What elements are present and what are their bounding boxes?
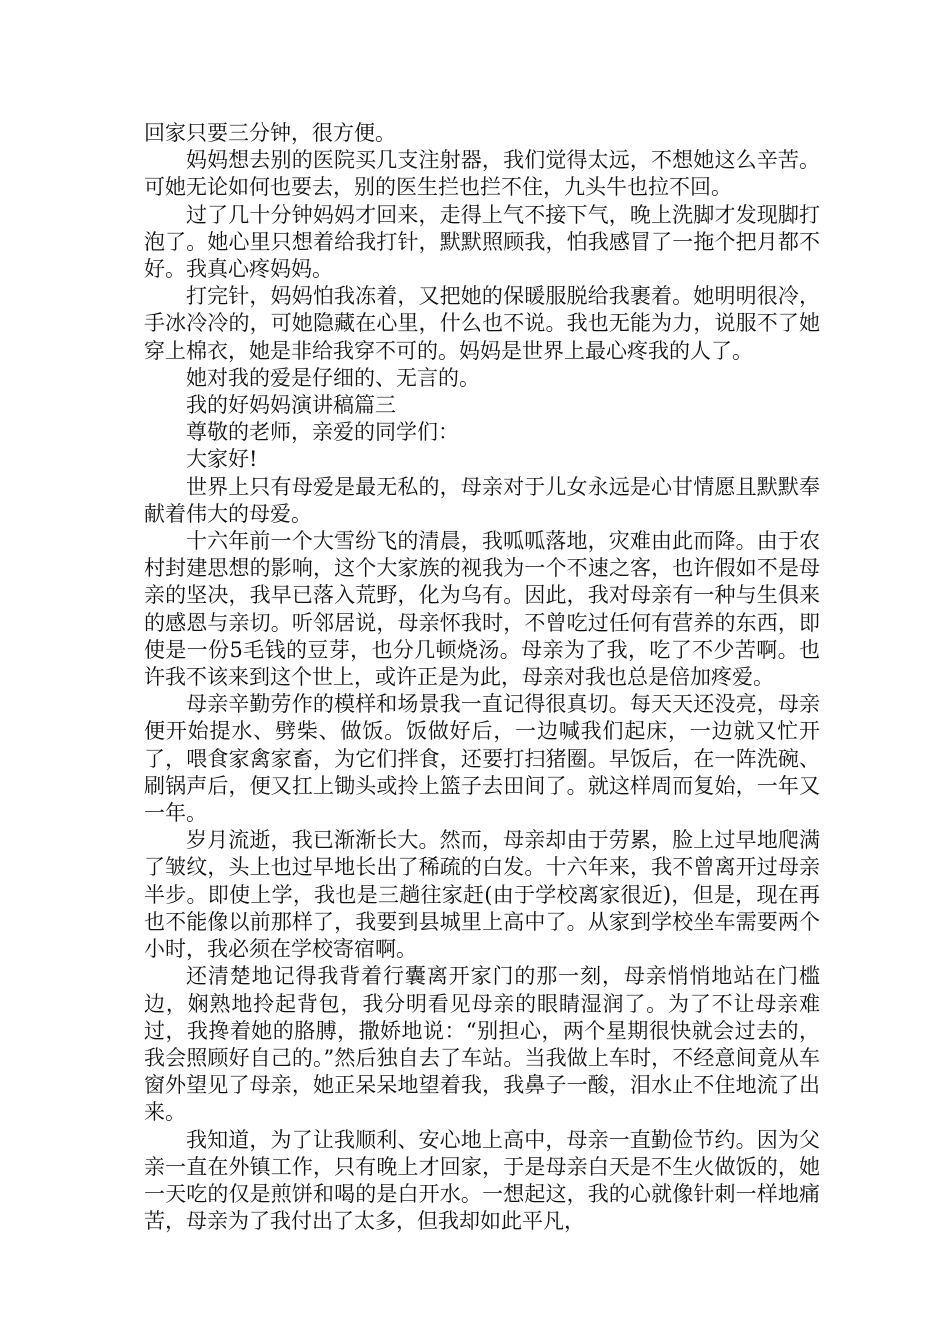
paragraph: 十六年前一个大雪纷飞的清晨，我呱呱落地，灾难由此而降。由于农村封建思想的影响，这个大家族的视我为一个不速之客，也许假如不是母亲的坚决，我早已落入荒野，化为乌有。因此，我对母亲有一种与生俱来的感恩与亲切。听邻居说，母亲怀我时，不曾吃过任何有营养的东西，即使是一份5毛钱的豆芽，也分几顿烧汤。母亲为了我，吃了不少苦啊。也许我不该来到这个世上，或许正是为此，母亲对我也总是倍加疼爱。 [144,529,820,690]
paragraph: 母亲辛勤劳作的模样和场景我一直记得很真切。每天天还没亮，母亲便开始提水、劈柴、做饭。饭做好后，一边喊我们起床，一边就又忙开了，喂食家禽家畜，为它们拌食，还要打扫猪圈。早饭后，在一阵洗碗、刷锅声后，便又扛上锄头或拎上篮子去田间了。就这样周而复始，一年又一年。 [144,692,820,826]
salutation: 尊敬的老师，亲爱的同学们： [186,420,459,445]
paragraph: 打完针，妈妈怕我冻着，又把她的保暖服脱给我裹着。她明明很冷，手冰冷冷的，可她隐藏在心里，什么也不说。我也无能为力，说服不了她穿上棉衣，她是非给我穿不可的。妈妈是世界上最心疼我的人了。 [144,284,820,363]
paragraph: 还清楚地记得我背着行囊离开家门的那一刻，母亲悄悄地站在门槛边，娴熟地拎起背包，我分明看见母亲的眼睛湿润了。为了不让母亲难过，我搀着她的胳膊，撒娇地说：“别担心，两个星期很快就会过去的，我会照顾好自己的。”然后独自去了车站。当我做上车时，不经意间竟从车窗外望见了母亲，她正呆呆地望着我，我鼻子一酸，泪水止不住地流了出来。 [144,964,820,1125]
section-title: 我的好妈妈演讲稿篇三 [186,393,396,418]
paragraph: 岁月流逝，我已渐渐长大。然而，母亲却由于劳累，脸上过早地爬满了皱纹，头上也过早地长出了稀疏的白发。十六年来，我不曾离开过母亲半步。即使上学，我也是三趟往家赶(由于学校离家很近)，但是，现在再也不能像以前那样了，我要到县城里上高中了。从家到学校坐车需要两个小时，我必须在学校寄宿啊。 [144,828,820,962]
paragraph: 世界上只有母爱是最无私的，母亲对于儿女永远是心甘情愿且默默奉献着伟大的母爱。 [144,474,820,526]
greeting: 大家好! [186,447,258,472]
paragraph: 我知道，为了让我顺利、安心地上高中，母亲一直勤俭节约。因为父亲一直在外镇工作，只有晚上才回家，于是母亲白天是不生火做饭的，她一天吃的仅是煎饼和喝的是白开水。一想起这，我的心就像针刺一样地痛苦，母亲为了我付出了太多，但我却如此平凡， [144,1127,820,1234]
paragraph: 她对我的爱是仔细的、无言的。 [186,365,480,390]
paragraph: 回家只要三分钟，很方便。 [144,121,396,145]
paragraph: 过了几十分钟妈妈才回来，走得上气不接下气，晚上洗脚才发现脚打泡了。她心里只想着给我打针，默默照顾我，怕我感冒了一拖个把月都不好。我真心疼妈妈。 [144,202,820,282]
document-page [144,120,820,1235]
paragraph: 妈妈想去别的医院买几支注射器，我们觉得太远，不想她这么辛苦。可她无论如何也要去，别的医生拦也拦不住，九头牛也拉不回。 [144,148,820,200]
